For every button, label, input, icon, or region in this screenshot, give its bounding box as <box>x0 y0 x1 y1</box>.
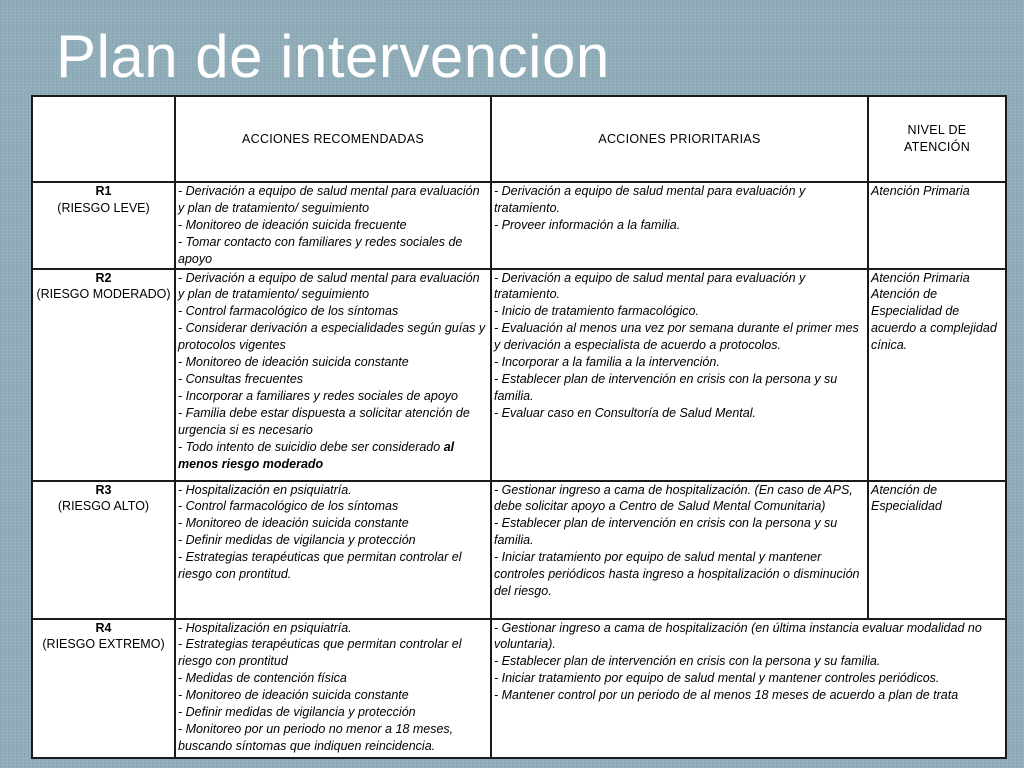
action-item: - Definir medidas de vigilancia y protección <box>178 705 416 720</box>
action-item: - Control farmacológico de los síntomas <box>178 304 399 319</box>
action-item: - Gestionar ingreso a cama de hospitalización (en última instancia evaluar modalidad no voluntaria). <box>494 620 982 652</box>
recommended-cell <box>175 182 491 269</box>
action-item: - Iniciar tratamiento por equipo de salud mental y mantener controles periódicos hasta ingreso a hospitalización o disminución del riesgo. <box>494 550 860 598</box>
level-cell <box>868 481 1006 619</box>
action-item: - Inicio de tratamiento farmacológico. <box>494 304 699 319</box>
action-item: - Mantener control por un periodo de al menos 18 meses de acuerdo a plan de trata <box>494 688 959 703</box>
action-item <box>178 439 488 473</box>
action-item: - Familia debe estar dispuesta a solicitar atención de urgencia si es necesario <box>178 405 470 437</box>
action-item: - Estrategias terapéuticas que permitan controlar el riesgo con prontitud. <box>178 550 462 582</box>
action-item: - Estrategias terapéuticas que permitan controlar el riesgo con prontitud <box>178 637 462 669</box>
priority-cell <box>491 619 1006 758</box>
action-item: - Definir medidas de vigilancia y protección <box>178 533 416 548</box>
action-item: - Gestionar ingreso a cama de hospitalización. (En caso de APS, debe solicitar apoyo a Centro de Salud Mental Comunitaria) <box>494 482 853 514</box>
risk-row-r1 <box>32 182 1006 269</box>
header-level-line1: NIVEL DE <box>907 123 967 138</box>
action-item-bold: al menos riesgo moderado <box>178 439 455 471</box>
header-row <box>32 96 1006 182</box>
recommended-cell <box>175 269 491 481</box>
recommended-cell <box>175 619 491 758</box>
recommended-cell <box>175 481 491 619</box>
priority-cell <box>491 269 868 481</box>
action-item: - Proveer información a la familia. <box>494 217 681 232</box>
action-item: - Iniciar tratamiento por equipo de salud mental y mantener controles periódicos. <box>494 671 940 686</box>
level-cell <box>868 182 1006 269</box>
action-item: - Evaluación al menos una vez por semana durante el primer mes y derivación a especialista de acuerdo a protocolos. <box>494 321 859 353</box>
action-item: - Derivación a equipo de salud mental para evaluación y plan de tratamiento/ seguimiento <box>178 270 480 302</box>
action-item: - Establecer plan de intervención en crisis con la persona y su familia. <box>494 654 881 669</box>
action-item: - Control farmacológico de los síntomas <box>178 499 399 514</box>
priority-cell <box>491 481 868 619</box>
risk-code: R4 <box>95 620 112 635</box>
header-recommended: ACCIONES RECOMENDADAS <box>175 96 491 182</box>
action-item-text: - Todo intento de suicidio debe ser considerado <box>178 439 444 454</box>
action-item: - Monitoreo de ideación suicida constante <box>178 688 409 703</box>
risk-code: R3 <box>95 482 112 497</box>
action-item: - Hospitalización en psiquiatría. <box>178 620 352 635</box>
risk-row-r4 <box>32 619 1006 758</box>
level-item: Atención Primaria <box>871 184 970 198</box>
action-item: - Monitoreo de ideación suicida constante <box>178 516 409 531</box>
level-item: Atención Primaria <box>871 270 970 285</box>
header-priority: ACCIONES PRIORITARIAS <box>491 96 868 182</box>
action-item: - Incorporar a familiares y redes sociales de apoyo <box>178 388 458 403</box>
action-item: - Monitoreo por un periodo no menor a 18 meses, buscando síntomas que indiquen reincidencia. <box>178 721 454 753</box>
risk-name: (RIESGO MODERADO) <box>36 287 171 302</box>
action-item: - Evaluar caso en Consultoría de Salud Mental. <box>494 405 756 420</box>
action-item: - Derivación a equipo de salud mental para evaluación y plan de tratamiento/ seguimiento <box>178 184 480 215</box>
action-item: - Monitoreo de ideación suicida frecuente <box>178 217 407 232</box>
action-item: - Considerar derivación a especialidades según guías y protocolos vigentes <box>178 321 486 353</box>
risk-code: R2 <box>95 270 112 285</box>
risk-cell <box>32 481 175 619</box>
intervention-table <box>31 95 1007 759</box>
risk-code: R1 <box>95 184 112 198</box>
slide-title: Plan de intervencion <box>56 23 610 90</box>
level-item: Atención de Especialidad <box>871 482 942 514</box>
action-item: - Derivación a equipo de salud mental para evaluación y tratamiento. <box>494 184 806 215</box>
action-item: - Incorporar a la familia a la intervención. <box>494 355 720 370</box>
action-item: - Tomar contacto con familiares y redes sociales de apoyo <box>178 234 463 266</box>
action-item: - Establecer plan de intervención en crisis con la persona y su familia. <box>494 516 838 548</box>
level-item: Atención de Especialidad de acuerdo a complejidad cínica. <box>871 287 997 353</box>
action-item: - Medidas de contención física <box>178 671 347 686</box>
action-item: - Consultas frecuentes <box>178 371 304 386</box>
risk-row-r3 <box>32 481 1006 619</box>
header-level <box>868 96 1006 182</box>
header-level-line2: ATENCIÓN <box>903 140 971 154</box>
action-item: - Hospitalización en psiquiatría. <box>178 482 352 497</box>
action-item: - Establecer plan de intervención en crisis con la persona y su familia. <box>494 371 838 403</box>
risk-row-r2 <box>32 269 1006 481</box>
action-item: - Derivación a equipo de salud mental para evaluación y tratamiento. <box>494 270 806 302</box>
risk-name: (RIESGO ALTO) <box>57 499 150 514</box>
risk-cell <box>32 619 175 758</box>
risk-cell <box>32 269 175 481</box>
risk-name: (RIESGO LEVE) <box>57 200 150 215</box>
level-cell <box>868 269 1006 481</box>
header-risk <box>32 96 175 182</box>
risk-cell <box>32 182 175 269</box>
priority-cell <box>491 182 868 269</box>
risk-name: (RIESGO EXTREMO) <box>42 637 165 652</box>
action-item: - Monitoreo de ideación suicida constante <box>178 355 409 370</box>
